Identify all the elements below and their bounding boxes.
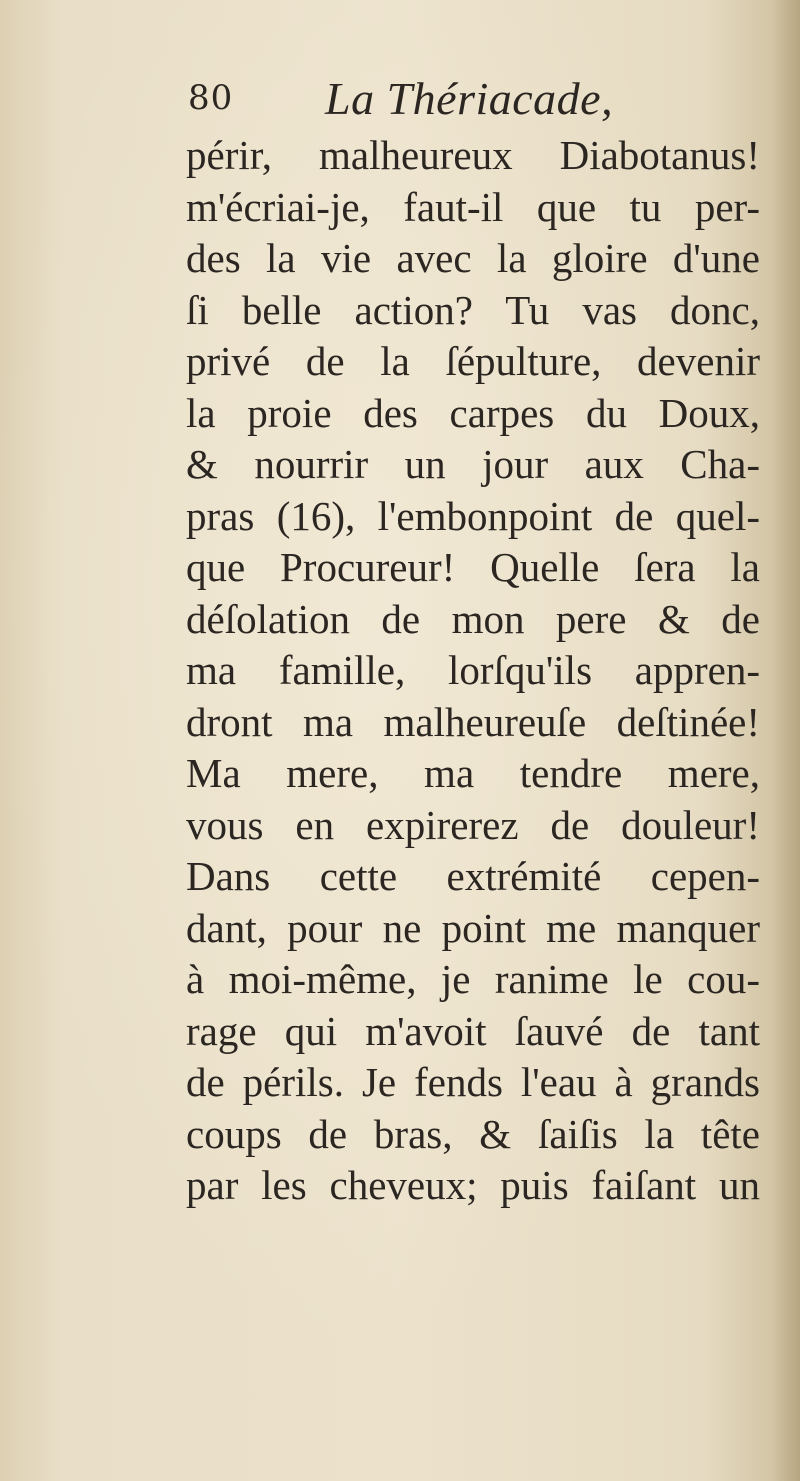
text-line: coups de bras, & ſaiſis la tête [186, 1110, 760, 1157]
running-head [188, 72, 768, 128]
text-line: & nourrir un jour aux Cha- [186, 441, 760, 487]
text-line: à moi-même, je ranime le cou- [186, 956, 760, 1002]
text-line: déſolation de mon pere & de [186, 595, 760, 642]
text-line: la proie des carpes du Doux, [186, 389, 760, 436]
text-line: périr, malheureux Diabotanus! [186, 132, 760, 178]
text-line: que Procureur! Quelle ſera la [186, 544, 760, 590]
page-number: 80 [188, 78, 234, 118]
text-line: rage qui m'avoit ſauvé de tant [186, 1007, 760, 1054]
body-text [186, 130, 760, 1212]
text-line: m'écriai-je, faut-il que tu per- [186, 183, 760, 230]
text-line: par les cheveux; puis faiſant un [186, 1162, 760, 1208]
text-line: privé de la ſépulture, devenir [186, 338, 760, 384]
text-line: Dans cette extrémité cepen- [186, 853, 760, 899]
text-line: pras (16), l'embonpoint de quel- [186, 492, 760, 539]
text-line: Ma mere, ma tendre mere, [186, 750, 760, 796]
text-line: vous en expirerez de douleur! [186, 801, 760, 848]
running-title: La Thériacade, [325, 73, 614, 124]
text-line: dront ma malheureuſe deſtinée! [186, 698, 760, 745]
text-line: dant, pour ne point me manquer [186, 904, 760, 951]
text-line: ſi belle action? Tu vas donc, [186, 286, 760, 333]
text-line: des la vie avec la gloire d'une [186, 235, 760, 281]
text-line: de périls. Je fends l'eau à grands [186, 1059, 760, 1105]
text-line: ma famille, lorſqu'ils appren- [186, 647, 760, 693]
page-gutter-shadow [772, 0, 800, 1481]
